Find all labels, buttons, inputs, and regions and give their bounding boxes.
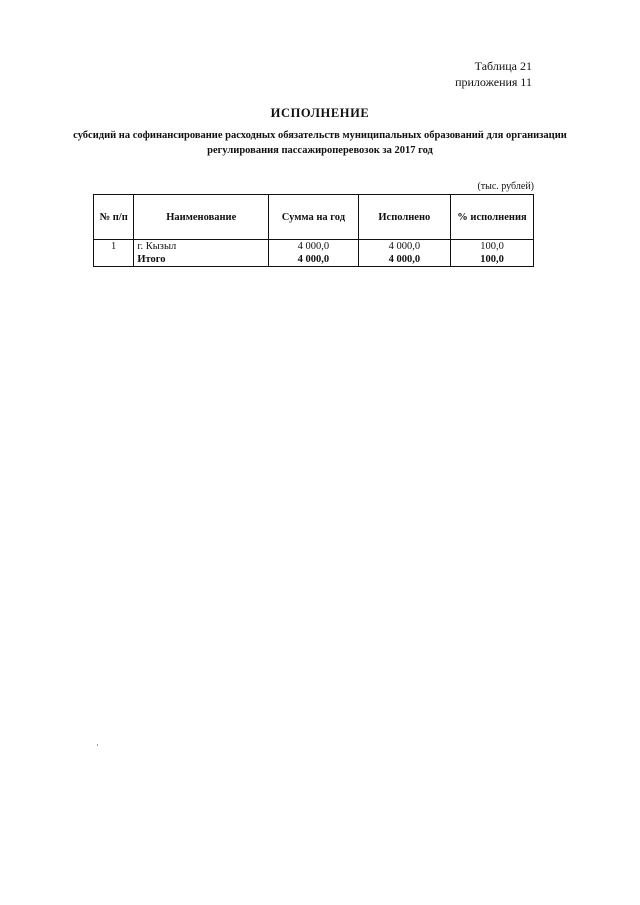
row-annual-amount-cell: 4 000,0 [269,240,358,254]
document-subtitle: субсидий на софинансирование расходных обязательств муниципальных образований для организации регулирования пассажироперевозок за 2017 год [73,130,567,156]
row-name-cell: г. Кызыл [134,240,269,254]
column-header-annual-amount: Сумма на год [269,195,358,240]
execution-table [93,194,534,267]
table-number: Таблица 21 [474,59,532,73]
table-row [94,240,534,254]
total-row [94,253,534,267]
total-label-cell: Итого [134,253,269,267]
appendix-reference: приложения 11 [455,75,532,89]
column-header-executed: Исполнено [358,195,450,240]
table-reference [455,58,532,90]
row-number-cell: 1 [94,240,134,254]
units-note: (тыс. рублей) [477,181,534,192]
scan-artifact [97,744,98,746]
document-title: ИСПОЛНЕНИЕ [270,106,370,120]
total-annual-amount-cell: 4 000,0 [269,253,358,267]
column-header-number: № п/п [94,195,134,240]
row-executed-cell: 4 000,0 [358,240,450,254]
row-execution-percent-cell: 100,0 [451,240,534,254]
column-header-name: Наименование [134,195,269,240]
total-number-cell [94,253,134,267]
total-executed-cell: 4 000,0 [358,253,450,267]
total-execution-percent-cell: 100,0 [451,253,534,267]
table-header-row [94,195,534,240]
column-header-execution-percent: % исполнения [451,195,534,240]
